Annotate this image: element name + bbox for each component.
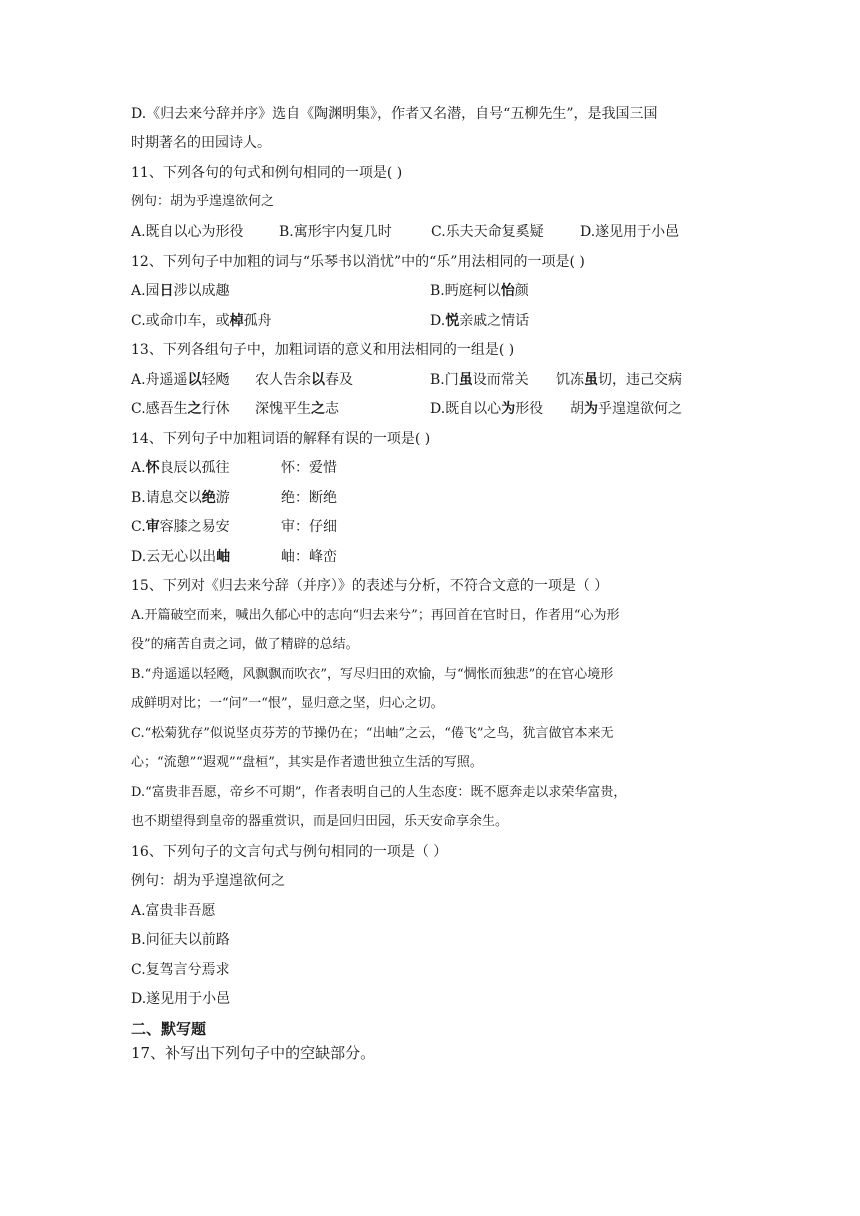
q15-stem: 15、下列对《归去来兮辞（并序）》的表述与分析，不符合文意的一项是（ ）: [131, 578, 609, 594]
q10-option-d-line2: 时期著名的田园诗人。: [131, 135, 271, 151]
q14-option-c-explanation: 审：仔细: [281, 519, 337, 535]
q12-option-a: A.园日涉以成趣: [131, 283, 230, 299]
q14-option-b-explanation: 绝：断绝: [281, 490, 337, 506]
q12-option-b: B.眄庭柯以怡颜: [430, 283, 529, 299]
q14-stem: 14、下列句子中加粗词语的解释有误的一项是( ): [131, 431, 431, 447]
q14-option-c: C.审容膝之易安: [131, 519, 230, 535]
q15-option-b-line2: 成鲜明对比；一“问”一“恨”，显归意之坚，归心之切。: [131, 696, 444, 711]
q15-option-c-line2: 心；“流憩”“遐观”“盘桓”，其实是作者遗世独立生活的写照。: [131, 755, 483, 770]
q12-option-c: C.或命巾车，或棹孤舟: [131, 313, 272, 329]
q15-option-a-line1: A.开篇破空而来，喊出久郁心中的志向“归去来兮”；再回首在官时日，作者用“心为形: [131, 608, 620, 623]
q13-option-c: C.感吾生之行休: [131, 401, 230, 417]
q13-option-d: D.既自以心为形役: [430, 401, 544, 417]
q12-stem: 12、下列句子中加粗的词与“乐琴书以消忧”中的“乐”用法相同的一项是( ): [131, 254, 585, 270]
q14-option-a: A.怀良辰以孤往: [131, 460, 230, 476]
q13-option-a-pair: 农人告余以春及: [255, 372, 353, 388]
q13-option-b-pair: 饥冻虽切，违己交病: [556, 372, 682, 388]
q15-option-a-line2: 役”的痛苦自责之词，做了精辟的总结。: [131, 637, 359, 652]
q12-option-d: D.悦亲戚之情话: [430, 313, 530, 329]
q17-stem: 17、补写出下列句子中的空缺部分。: [131, 1044, 376, 1062]
q10-option-d-line1: D.《归去来兮辞并序》选自《陶渊明集》，作者又名潜，自号“五柳先生”，是我国三国: [131, 106, 658, 122]
q14-option-a-explanation: 怀：爱惜: [281, 460, 337, 476]
q13-option-b: B.门虽设而常关: [430, 372, 529, 388]
q14-option-d: D.云无心以出岫: [131, 549, 231, 565]
q11-option-d: D.遂见用于小邑: [580, 224, 680, 240]
section-heading-dictation: 二、默写题: [131, 1020, 207, 1038]
q15-option-c-line1: C.“松菊犹存”似说坚贞芬芳的节操仍在；“出岫”之云，“倦飞”之鸟，犹言做官本来无: [131, 726, 614, 741]
q15-option-d-line1: D.“富贵非吾愿，帝乡不可期”，作者表明自己的人生态度：既不愿奔走以求荣华富贵，: [131, 785, 627, 800]
q11-option-b: B.寓形宇内复几时: [279, 224, 392, 240]
q11-option-c: C.乐夫天命复奚疑: [431, 224, 544, 240]
q15-option-d-line2: 也不期望得到皇帝的器重赏识，而是回归田园，乐天安命享余生。: [131, 814, 509, 829]
q16-stem: 16、下列句子的文言句式与例句相同的一项是（ ）: [131, 844, 448, 860]
q16-option-d: D.遂见用于小邑: [131, 991, 231, 1007]
q16-option-c: C.复驾言兮焉求: [131, 962, 230, 978]
q11-stem: 11、下列各句的句式和例句相同的一项是( ): [131, 165, 403, 181]
q14-option-b: B.请息交以绝游: [131, 490, 230, 506]
q13-stem: 13、下列各组句子中，加粗词语的意义和用法相同的一组是( ): [131, 342, 515, 358]
q13-option-c-pair: 深愧平生之志: [255, 401, 339, 417]
q13-option-d-pair: 胡为乎遑遑欲何之: [570, 401, 682, 417]
q16-option-a: A.富贵非吾愿: [131, 903, 216, 919]
q16-option-b: B.问征夫以前路: [131, 932, 230, 948]
q14-option-d-explanation: 岫：峰峦: [281, 549, 337, 565]
q13-option-a: A.舟遥遥以轻飏: [131, 372, 230, 388]
q16-example: 例句：胡为乎遑遑欲何之: [131, 873, 285, 889]
q11-example: 例句：胡为乎遑遑欲何之: [131, 194, 275, 209]
q11-option-a: A.既自以心为形役: [131, 224, 244, 240]
q15-option-b-line1: B.“舟遥遥以轻飏，风飘飘而吹衣”，写尽归田的欢愉，与“惆怅而独悲”的在官心境形: [131, 667, 614, 682]
